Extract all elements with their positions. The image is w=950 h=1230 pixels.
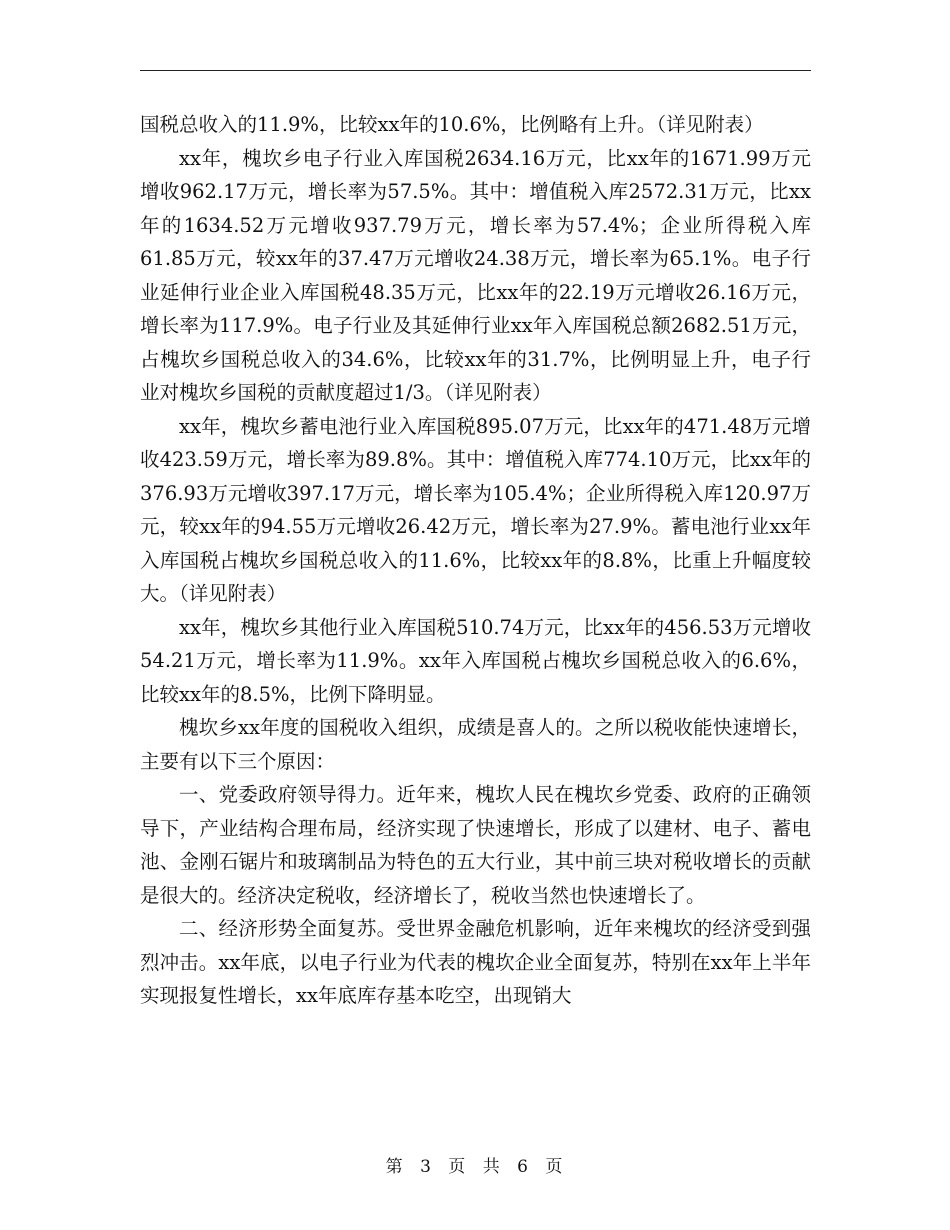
paragraph-continuation: 国税总收入的11.9%，比较xx年的10.6%，比例略有上升。（详见附表） <box>140 113 764 136</box>
footer-label-unit2: 页 <box>545 1157 565 1177</box>
footer-label-page: 第 <box>385 1157 405 1177</box>
paragraph-electronics: xx年，槐坎乡电子行业入库国税2634.16万元，比xx年的1671.99万元增收962.17万元，增长率为57.5%。其中：增值税入库2572.31万元，比xx年的1634.52万元增收937.79万元，增长率为57.4%；企业所得税入库61.85万元，较xx年的37.47万元增收24.38万元，增长率为65.1%。电子行业延伸行业企业入库国税48.35万元，比xx年的22.19万元增收26.16万元，增长率为117.9%。电子行业及其延伸行业xx年入库国税总额2682.51万元，占槐坎乡国税总收入的34.6%，比较xx年的31.7%，比例明显上升，电子行业对槐坎乡国税的贡献度超过1/3。（详见附表） <box>140 146 811 404</box>
footer-label-unit: 页 <box>448 1157 468 1177</box>
page-footer <box>0 1152 950 1177</box>
paragraph-summary: 槐坎乡xx年度的国税收入组织，成绩是喜人的。之所以税收能快速增长，主要有以下三个原因： <box>140 716 811 773</box>
paragraph-reason-one: 一、党委政府领导得力。近年来，槐坎人民在槐坎乡党委、政府的正确领导下，产业结构合理布局，经济实现了快速增长，形成了以建材、电子、蓄电池、金刚石锯片和玻璃制品为特色的五大行业，其中前三块对税收增长的贡献是很大的。经济决定税收，经济增长了，税收当然也快速增长了。 <box>140 783 811 907</box>
header-rule <box>140 70 811 71</box>
footer-label-total: 共 <box>482 1157 502 1177</box>
document-body <box>140 108 811 1013</box>
paragraph-other-industries: xx年，槐坎乡其他行业入库国税510.74万元，比xx年的456.53万元增收54.21万元，增长率为11.9%。xx年入库国税占槐坎乡国税总收入的6.6%，比较xx年的8.5%，比例下降明显。 <box>140 615 811 706</box>
footer-total-pages: 6 <box>517 1157 530 1177</box>
paragraph-battery: xx年，槐坎乡蓄电池行业入库国税895.07万元，比xx年的471.48万元增收423.59万元，增长率为89.8%。其中：增值税入库774.10万元，比xx年的376.93万元增收397.17万元，增长率为105.4%；企业所得税入库120.97万元，较xx年的94.55万元增收26.42万元，增长率为27.9%。蓄电池行业xx年入库国税占槐坎乡国税总收入的11.6%，比较xx年的8.8%，比重上升幅度较大。（详见附表） <box>140 414 811 605</box>
footer-current-page: 3 <box>420 1157 433 1177</box>
paragraph-reason-two: 二、经济形势全面复苏。受世界金融危机影响，近年来槐坎的经济受到强烈冲击。xx年底，以电子行业为代表的槐坎企业全面复苏，特别在xx年上半年实现报复性增长，xx年底库存基本吃空，出现销大 <box>140 917 811 1007</box>
